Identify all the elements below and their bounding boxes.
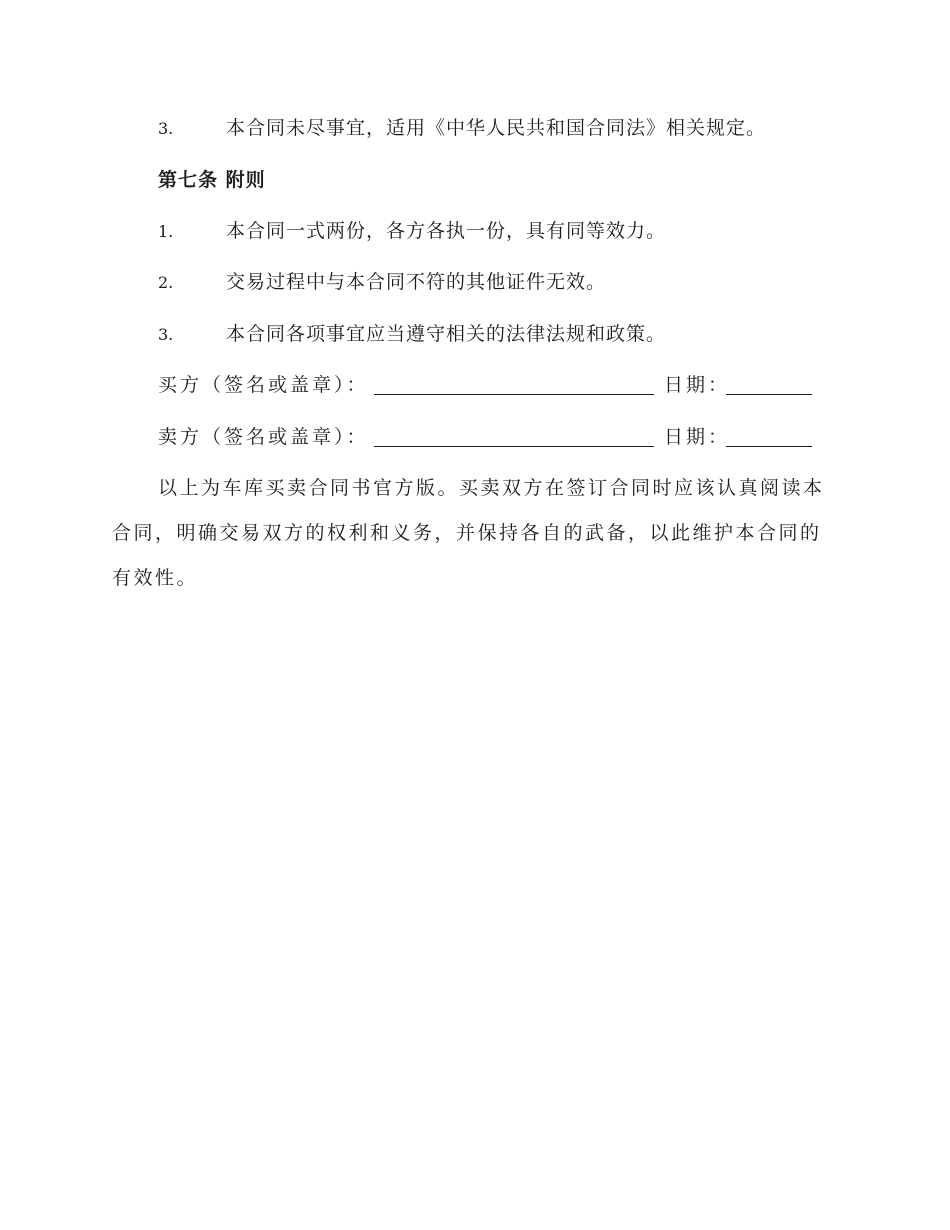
item-number: 3. — [158, 325, 174, 344]
seller-signature-label: 卖方（签名或盖章）： — [158, 426, 369, 448]
item-text: 本合同一式两份，各方各执一份，具有同等效力。 — [226, 220, 667, 242]
item-text: 本合同未尽事宜，适用《中华人民共和国合同法》相关规定。 — [226, 117, 767, 139]
closing-paragraph: 以上为车库买卖合同书官方版。买卖双方在签订合同时应该认真阅读本合同，明确交易双方的权利和义务，并保持各自的武备，以此维护本合同的有效性。 — [112, 477, 825, 589]
item-text: 本合同各项事宜应当遵守相关的法律法规和政策。 — [226, 323, 667, 345]
section-heading: 第七条 附则 — [158, 169, 266, 191]
seller-signature-line — [374, 426, 654, 447]
item-number: 1. — [158, 222, 174, 241]
seller-date-line — [726, 426, 812, 447]
item-text: 交易过程中与本合同不符的其他证件无效。 — [226, 271, 607, 293]
buyer-date-label: 日期： — [664, 374, 731, 396]
item-number: 3. — [158, 119, 174, 138]
item-number: 2. — [158, 273, 174, 292]
buyer-signature-line — [374, 374, 654, 395]
buyer-date-line — [726, 374, 812, 395]
buyer-signature-label: 买方（签名或盖章）： — [158, 374, 369, 396]
seller-date-label: 日期： — [664, 426, 731, 448]
